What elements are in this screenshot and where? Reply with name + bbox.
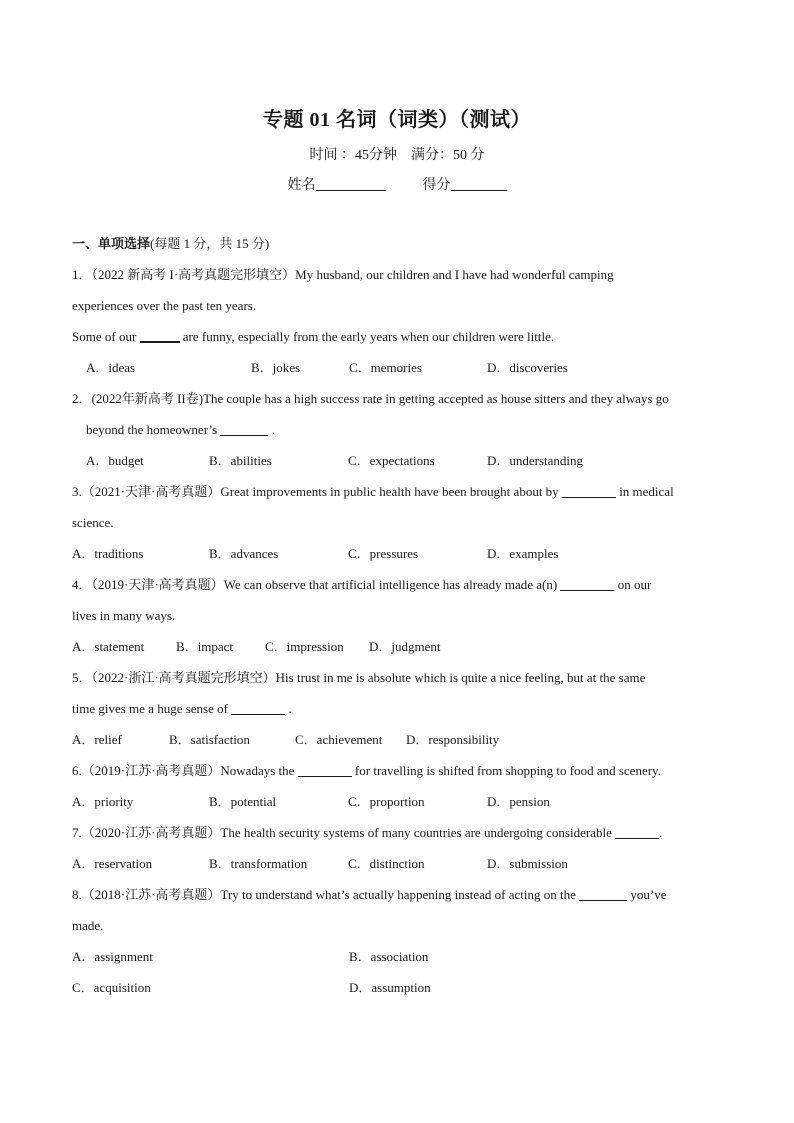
question-5-line-1: 5．（2022·浙江·高考真题完形填空）His trust in me is absolute which is quite a nice feeling, but at the same xyxy=(72,670,646,685)
page-title: 专题 01 名词（词类）（测试） xyxy=(263,109,531,131)
question-6-options xyxy=(72,792,724,823)
question-4-line-1: 4．（2019·天津·高考真题）We can observe that artificial intelligence has already made a(n) on our xyxy=(72,577,652,592)
question-5-line-2: time gives me a huge sense of . xyxy=(72,701,292,716)
question-8-options-row-2 xyxy=(72,978,724,1009)
name-blank[interactable] xyxy=(316,176,386,191)
option-a[interactable]: A．reservation xyxy=(72,856,153,871)
option-c[interactable]: C．distinction xyxy=(348,856,425,871)
option-a[interactable]: A．priority xyxy=(72,794,134,809)
option-b[interactable]: B．satisfaction xyxy=(169,732,250,747)
option-a[interactable]: A．relief xyxy=(72,732,122,747)
option-d[interactable]: D．assumption xyxy=(349,980,431,995)
question-2-line-2: beyond the homeowner’s . xyxy=(86,422,275,437)
question-list xyxy=(72,234,724,1009)
points-blank[interactable] xyxy=(451,176,507,191)
option-a[interactable]: A．ideas xyxy=(86,360,136,375)
option-a[interactable]: A．budget xyxy=(86,453,144,468)
answer-blank[interactable] xyxy=(231,701,285,715)
answer-blank[interactable] xyxy=(560,577,614,591)
exam-meta xyxy=(0,144,794,164)
answer-blank[interactable] xyxy=(579,887,627,901)
option-b[interactable]: B．abilities xyxy=(209,453,272,468)
option-b[interactable]: B．impact xyxy=(176,639,234,654)
full-score: 满分：50 分 xyxy=(411,148,485,163)
question-5-options xyxy=(72,730,724,761)
question-8-line-2: made. xyxy=(72,918,104,933)
question-3-line-2: science. xyxy=(72,515,114,530)
option-c[interactable]: C．proportion xyxy=(348,794,425,809)
question-1-options xyxy=(72,358,724,389)
option-c[interactable]: C．achievement xyxy=(295,732,383,747)
option-c[interactable]: C．expectations xyxy=(348,453,435,468)
student-info xyxy=(0,174,794,194)
option-d[interactable]: D．understanding xyxy=(487,453,584,468)
question-1-line-2: experiences over the past ten years. xyxy=(72,298,257,313)
option-b[interactable]: B．potential xyxy=(209,794,277,809)
answer-blank[interactable] xyxy=(562,484,616,498)
question-1-stem: Some of our are funny, especially from the early years when our children were little. xyxy=(72,329,555,344)
answer-blank[interactable] xyxy=(140,328,180,343)
time-limit: 时间 ：45分钟 xyxy=(309,148,397,163)
question-7-line-1: 7.（2020·江苏·高考真题）The health security systems of many countries are undergoing considerable . xyxy=(72,825,663,840)
question-6-line-1: 6.（2019·江苏·高考真题）Nowadays the for travelling is shifted from shopping to food and scenery. xyxy=(72,763,661,778)
section-note: (每题 1 分，共 15 分) xyxy=(150,236,270,251)
option-d[interactable]: D．pension xyxy=(487,794,550,809)
option-d[interactable]: D．submission xyxy=(487,856,568,871)
question-2-options xyxy=(72,451,724,482)
question-4-options xyxy=(72,637,724,668)
section-heading xyxy=(72,234,724,265)
name-label: 姓名 xyxy=(287,178,316,193)
option-b[interactable]: B．transformation xyxy=(209,856,308,871)
option-b[interactable]: B．advances xyxy=(209,546,279,561)
question-3-options xyxy=(72,544,724,575)
option-b[interactable]: B．jokes xyxy=(251,360,301,375)
question-3-line-1: 3.（2021·天津·高考真题）Great improvements in public health have been brought about by in medical xyxy=(72,484,674,499)
question-8-options-row-1 xyxy=(72,947,724,978)
option-c[interactable]: C．acquisition xyxy=(72,980,151,995)
question-4-line-2: lives in many ways. xyxy=(72,608,176,623)
answer-blank[interactable] xyxy=(220,422,268,436)
section-label: 一、单项选择 xyxy=(72,236,151,251)
option-a[interactable]: A．assignment xyxy=(72,949,153,964)
option-c[interactable]: C．impression xyxy=(265,639,344,654)
question-8-line-1: 8.（2018·江苏·高考真题）Try to understand what’s actually happening instead of acting on the you’ve xyxy=(72,887,667,902)
option-c[interactable]: C．pressures xyxy=(348,546,419,561)
option-c[interactable]: C．memories xyxy=(349,360,422,375)
option-d[interactable]: D．judgment xyxy=(369,639,441,654)
option-d[interactable]: D．responsibility xyxy=(406,732,500,747)
option-d[interactable]: D．discoveries xyxy=(487,360,568,375)
option-d[interactable]: D．examples xyxy=(487,546,559,561)
answer-blank[interactable] xyxy=(615,825,659,839)
question-2-line-1: 2．(2022年新高考 II卷)The couple has a high success rate in getting accepted as house sitters and they always go xyxy=(72,391,669,406)
option-a[interactable]: A．traditions xyxy=(72,546,144,561)
option-a[interactable]: A．statement xyxy=(72,639,145,654)
points-label: 得分 xyxy=(422,178,451,193)
answer-blank[interactable] xyxy=(298,763,352,777)
question-1-line-1: 1．（2022 新高考 I·高考真题完形填空）My husband, our children and I have had wonderful camping xyxy=(72,267,614,282)
option-b[interactable]: B．association xyxy=(349,949,429,964)
question-7-options xyxy=(72,854,724,885)
